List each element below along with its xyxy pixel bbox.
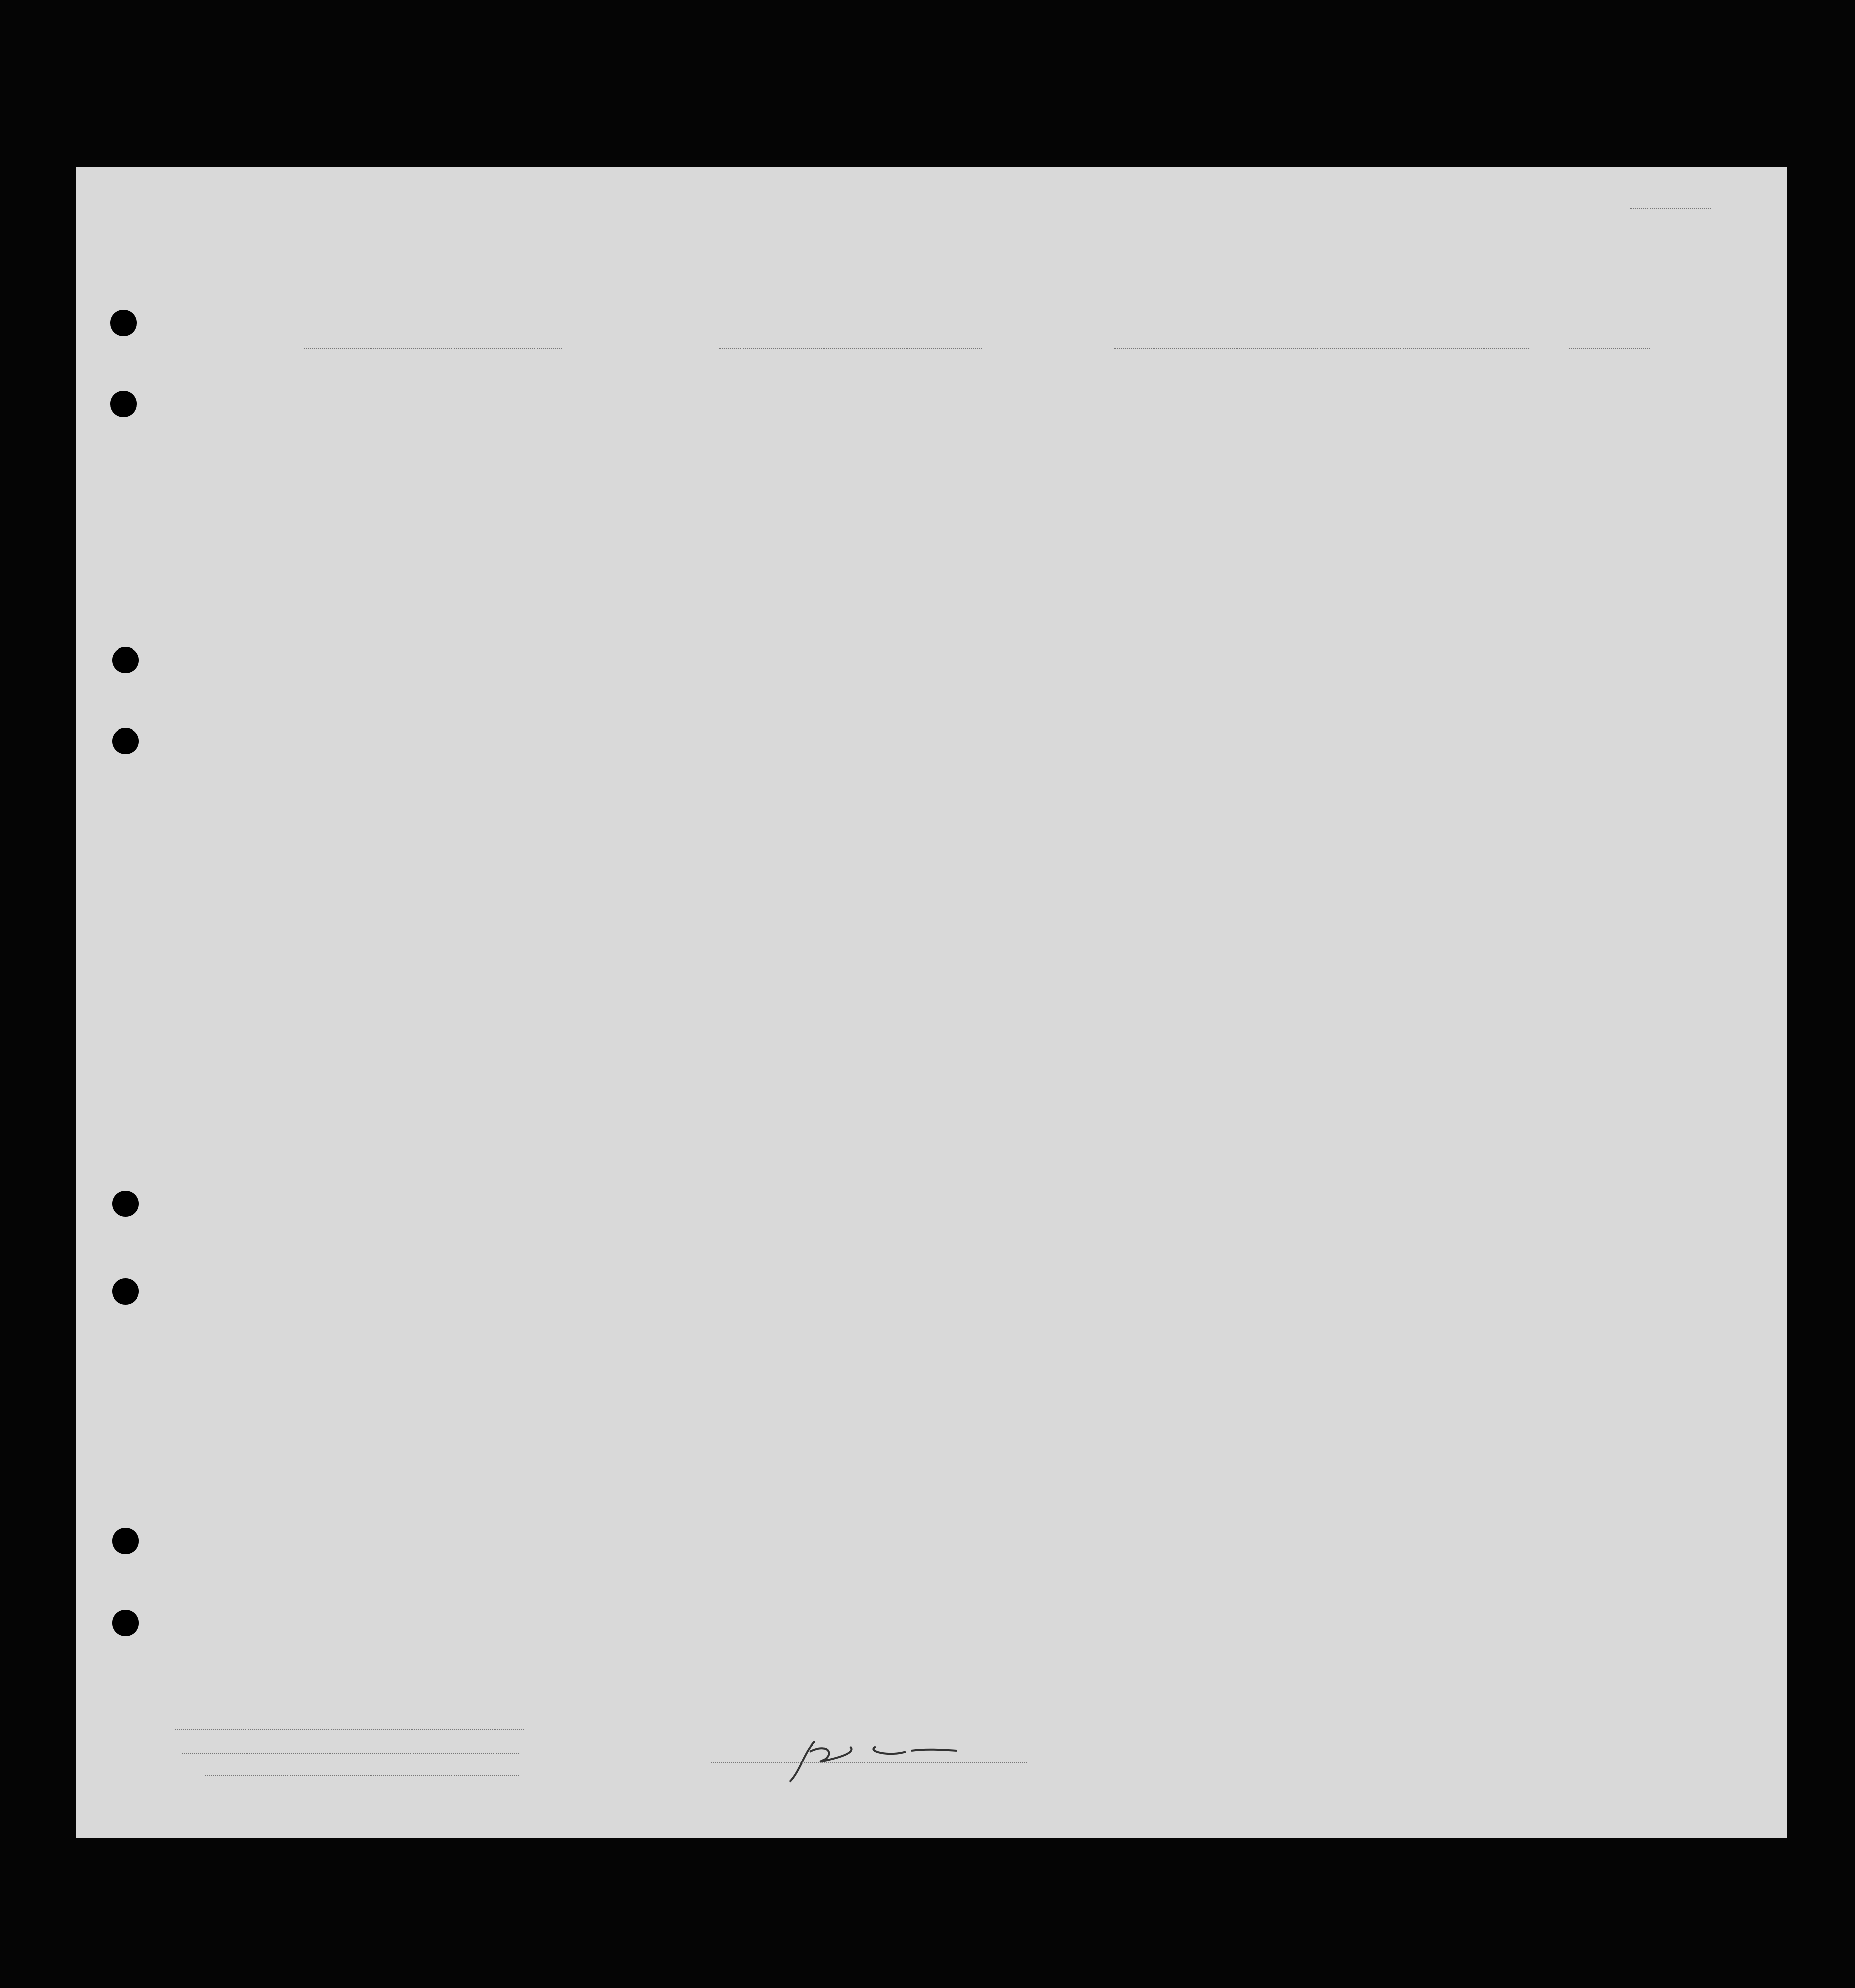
year-line xyxy=(1569,348,1650,349)
punch-hole xyxy=(110,391,137,417)
punch-hole xyxy=(112,1610,139,1636)
punch-hole xyxy=(112,1278,139,1305)
punch-hole xyxy=(112,647,139,673)
port-line xyxy=(719,348,982,349)
manifest-sheet xyxy=(76,167,1787,1838)
inspector-dots xyxy=(711,1762,1027,1763)
owners-dots xyxy=(182,1753,519,1754)
vessel-line xyxy=(304,348,562,349)
punch-hole xyxy=(112,1528,139,1554)
punch-hole xyxy=(112,1191,139,1217)
line-dots xyxy=(175,1729,524,1730)
sheet-line xyxy=(1630,208,1711,209)
punch-hole xyxy=(110,310,137,336)
punch-hole xyxy=(112,728,139,754)
inspector-signature xyxy=(774,1721,1012,1787)
arrival-line xyxy=(1114,348,1529,349)
agents-dots xyxy=(205,1775,519,1776)
